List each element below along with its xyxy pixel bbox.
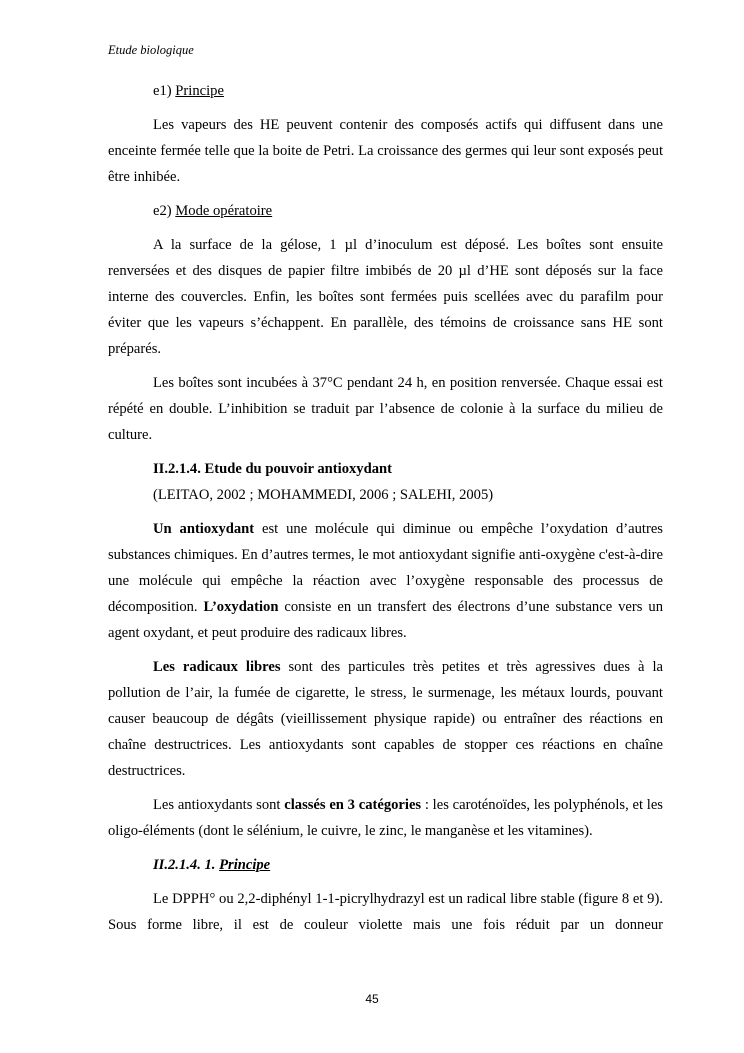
paragraph-5 — [108, 654, 663, 784]
paragraph-4-text-a: est une molécule qui diminue ou empêche l’oxydation d’autres substances chimiques. En d’autres termes, le mot antioxydant signifie anti-oxygène c'est-à-dire une molécule qui empêche la réaction avec l’oxygène responsable des processus de décomposition. — [108, 521, 663, 615]
paragraph-2: A la surface de la gélose, 1 µl d’inoculum est déposé. Les boîtes sont ensuite renversées et des disques de papier filtre imbibés de 20 µl d’HE sont déposés sur la face interne des couvercles. Enfin, les boîtes sont fermées puis scellées avec du parafilm pour éviter que les vapeurs s’échappent. En parallèle, des témoins de croissance sans HE sont préparés. — [108, 237, 663, 357]
heading-e1-title: Principe — [175, 83, 224, 99]
paragraph-1: Les vapeurs des HE peuvent contenir des composés actifs qui diffusent dans une enceinte fermée telle que la boite de Petri. La croissance des germes qui leur sont exposés peut être inhibée. — [108, 117, 663, 185]
term-antioxydant: Un antioxydant — [153, 521, 255, 537]
section-heading: II.2.1.4. Etude du pouvoir antioxydant — [153, 461, 392, 477]
term-oxydation: L’oxydation — [203, 599, 279, 615]
paragraph-6-text-b: : les caroténoïdes, les polyphénols, et les oligo-éléments (dont le sélénium, le cuivre, le zinc, le manganèse et les vitamines). — [108, 797, 663, 839]
paragraph-6 — [108, 792, 663, 844]
paragraph-3: Les boîtes sont incubées à 37°C pendant 24 h, en position renversée. Chaque essai est répété en double. L’inhibition se traduit par l’absence de colonie à la surface du milieu de culture. — [108, 375, 663, 443]
paragraph-4 — [108, 516, 663, 646]
paragraph-7: Le DPPH° ou 2,2-diphényl 1-1-picrylhydrazyl est un radical libre stable (figure 8 et 9). Sous forme libre, il est de couleur violette mais une fois réduit par un donneur — [108, 891, 663, 933]
subsection-title: Principe — [219, 857, 271, 873]
page-body — [108, 78, 663, 946]
paragraph-4-text-b: consiste en un transfert des électrons d’une substance vers un agent oxydant, et peut produire des radicaux libres. — [108, 599, 663, 641]
heading-e2-title: Mode opératoire — [175, 203, 273, 219]
paragraph-5-text: sont des particules très petites et très agressives dues à la pollution de l’air, la fumée de cigarette, le stress, le surmenage, les métaux lourds, pouvant causer beaucoup de dégâts (vieillissement physique rapide) ou entraîner des réactions en chaîne destructrices. Les antioxydants sont capables de stopper ces réactions en chaîne destructrices. — [108, 659, 664, 779]
term-radicaux-libres: Les radicaux libres — [153, 659, 281, 675]
page-number: 45 — [365, 992, 379, 1006]
subsection-number: II.2.1.4. 1. — [153, 857, 220, 873]
running-header: Etude biologique — [108, 43, 194, 57]
paragraph-6-text-a: Les antioxydants sont — [153, 797, 285, 813]
heading-e2-number: e2) — [153, 203, 176, 219]
heading-e1-number: e1) — [153, 83, 176, 99]
heading-e1 — [108, 78, 663, 104]
references: (LEITAO, 2002 ; MOHAMMEDI, 2006 ; SALEHI, 2005) — [153, 487, 494, 503]
term-categories: classés en 3 catégories — [284, 797, 422, 813]
heading-e2 — [108, 198, 663, 224]
subsection-heading — [108, 852, 663, 878]
